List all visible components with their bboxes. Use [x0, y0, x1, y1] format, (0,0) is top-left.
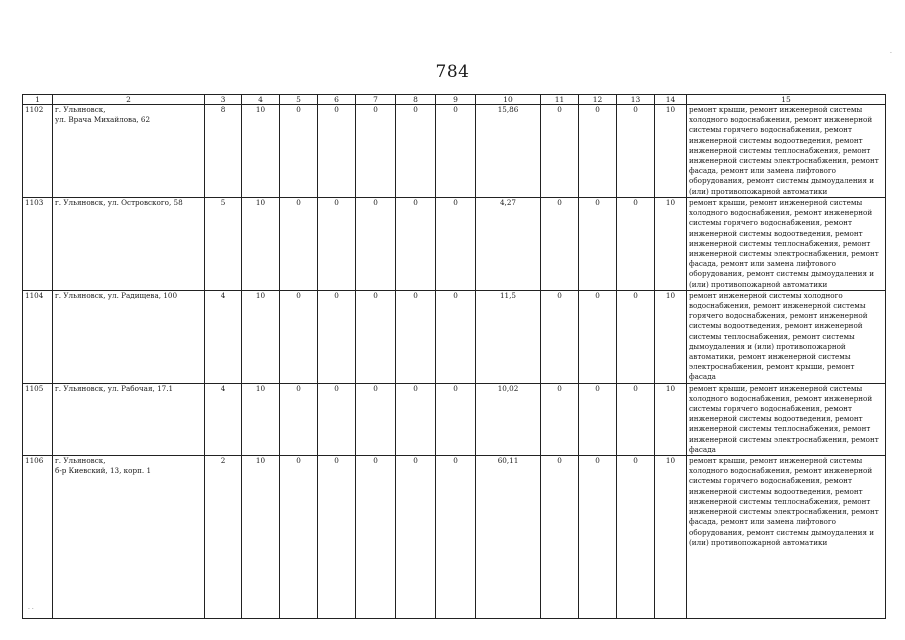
cell: 0: [541, 198, 579, 291]
column-header: 4: [242, 95, 280, 105]
works-cell: ремонт крыши, ремонт инженерной системы холодного водоснабжения, ремонт инженерной системы горячего водоснабжения, ремонт инженерной системы водоотведения, ремонт инженерной системы теплоснабжения, ремонт инженерной системы электроснабжения, ремонт фасада, ремонт или замена лифтового оборудования, ремонт системы дымоудаления и (или) противопожарной автоматики: [687, 456, 886, 619]
cell: 10: [242, 456, 280, 619]
column-header: 8: [396, 95, 436, 105]
address-cell: г. Ульяновск, ул. Рабочая, 17.1: [53, 383, 205, 455]
column-number-header-row: [23, 95, 886, 105]
cell: 0: [318, 456, 356, 619]
cell: 0: [318, 383, 356, 455]
cell: 0: [579, 383, 617, 455]
row-number: 1102: [23, 105, 53, 198]
cell: 0: [436, 198, 476, 291]
column-header: 9: [436, 95, 476, 105]
cell: 10: [655, 383, 687, 455]
cell: 4: [205, 383, 242, 455]
cell: 0: [617, 198, 655, 291]
works-cell: ремонт инженерной системы холодного водоснабжения, ремонт инженерной системы горячего водоснабжения, ремонт инженерной системы водоотведения, ремонт инженерной системы теплоснабжения, ремонт системы дымоудаления и (или) противопожарной автоматики, ремонт инженерной системы электроснабжения, ремонт крыши, ремонт фасада: [687, 290, 886, 383]
page-number: 784: [435, 62, 470, 82]
cell: 0: [541, 105, 579, 198]
cell: 0: [617, 383, 655, 455]
cell: 0: [356, 290, 396, 383]
cell: 0: [280, 198, 318, 291]
cell: 0: [396, 105, 436, 198]
cell: 10: [655, 290, 687, 383]
cell: 0: [280, 105, 318, 198]
table-row: [23, 456, 886, 619]
cell: 0: [436, 456, 476, 619]
row-number: 1106: [23, 456, 53, 619]
address-cell: г. Ульяновск, б-р Киевский, 13, корп. 1: [53, 456, 205, 619]
cell: 0: [617, 105, 655, 198]
cell: 10: [242, 105, 280, 198]
repair-program-table: [22, 94, 886, 619]
column-header: 15: [687, 95, 886, 105]
cell: 10: [242, 290, 280, 383]
cell: 0: [436, 383, 476, 455]
cell: 0: [436, 105, 476, 198]
cell: 0: [318, 105, 356, 198]
column-header: 5: [280, 95, 318, 105]
column-header: 12: [579, 95, 617, 105]
cell: 0: [280, 383, 318, 455]
cell: 0: [396, 290, 436, 383]
cell: 15,86: [476, 105, 541, 198]
address-cell: г. Ульяновск, ул. Радищева, 100: [53, 290, 205, 383]
table-row: [23, 290, 886, 383]
row-number: 1104: [23, 290, 53, 383]
cell: 0: [396, 383, 436, 455]
scan-artifact: ·: [890, 50, 892, 57]
address-cell: г. Ульяновск, ул. Врача Михайлова, 62: [53, 105, 205, 198]
cell: 4: [205, 290, 242, 383]
cell: 0: [356, 456, 396, 619]
cell: 10: [242, 383, 280, 455]
cell: 0: [280, 456, 318, 619]
cell: 0: [617, 456, 655, 619]
column-header: 7: [356, 95, 396, 105]
cell: 0: [541, 456, 579, 619]
column-header: 3: [205, 95, 242, 105]
cell: 0: [396, 198, 436, 291]
column-header: 2: [53, 95, 205, 105]
cell: 8: [205, 105, 242, 198]
column-header: 11: [541, 95, 579, 105]
cell: 0: [579, 456, 617, 619]
table-row: [23, 105, 886, 198]
cell: 0: [541, 383, 579, 455]
row-number: 1105: [23, 383, 53, 455]
cell: 10: [242, 198, 280, 291]
cell: 0: [318, 198, 356, 291]
column-header: 6: [318, 95, 356, 105]
cell: 0: [579, 105, 617, 198]
cell: 10: [655, 105, 687, 198]
column-header: 14: [655, 95, 687, 105]
cell: 2: [205, 456, 242, 619]
cell: 4,27: [476, 198, 541, 291]
table-row: [23, 198, 886, 291]
cell: 0: [579, 290, 617, 383]
cell: 0: [396, 456, 436, 619]
cell: 10: [655, 456, 687, 619]
cell: 0: [356, 105, 396, 198]
column-header: 1: [23, 95, 53, 105]
cell: 0: [617, 290, 655, 383]
cell: 0: [356, 198, 396, 291]
cell: 60,11: [476, 456, 541, 619]
works-cell: ремонт крыши, ремонт инженерной системы холодного водоснабжения, ремонт инженерной системы горячего водоснабжения, ремонт инженерной системы водоотведения, ремонт инженерной системы теплоснабжения, ремонт инженерной системы электроснабжения, ремонт фасада, ремонт или замена лифтового оборудования, ремонт системы дымоудаления и (или) противопожарной автоматики: [687, 198, 886, 291]
cell: 0: [579, 198, 617, 291]
works-cell: ремонт крыши, ремонт инженерной системы холодного водоснабжения, ремонт инженерной системы горячего водоснабжения, ремонт инженерной системы водоотведения, ремонт инженерной системы теплоснабжения, ремонт инженерной системы электроснабжения, ремонт фасада, ремонт или замена лифтового оборудования, ремонт системы дымоудаления и (или) противопожарной автоматики: [687, 105, 886, 198]
column-header: 13: [617, 95, 655, 105]
cell: 0: [280, 290, 318, 383]
works-cell: ремонт крыши, ремонт инженерной системы холодного водоснабжения, ремонт инженерной системы горячего водоснабжения, ремонт инженерной системы водоотведения, ремонт инженерной системы теплоснабжения, ремонт инженерной системы электроснабжения, ремонт фасада: [687, 383, 886, 455]
column-header: 10: [476, 95, 541, 105]
cell: 5: [205, 198, 242, 291]
cell: 10,02: [476, 383, 541, 455]
address-cell: г. Ульяновск, ул. Островского, 58: [53, 198, 205, 291]
cell: 0: [318, 290, 356, 383]
cell: 10: [655, 198, 687, 291]
cell: 11,5: [476, 290, 541, 383]
cell: 0: [356, 383, 396, 455]
scan-artifact: · ·: [28, 606, 34, 613]
table-row: [23, 383, 886, 455]
cell: 0: [541, 290, 579, 383]
cell: 0: [436, 290, 476, 383]
row-number: 1103: [23, 198, 53, 291]
